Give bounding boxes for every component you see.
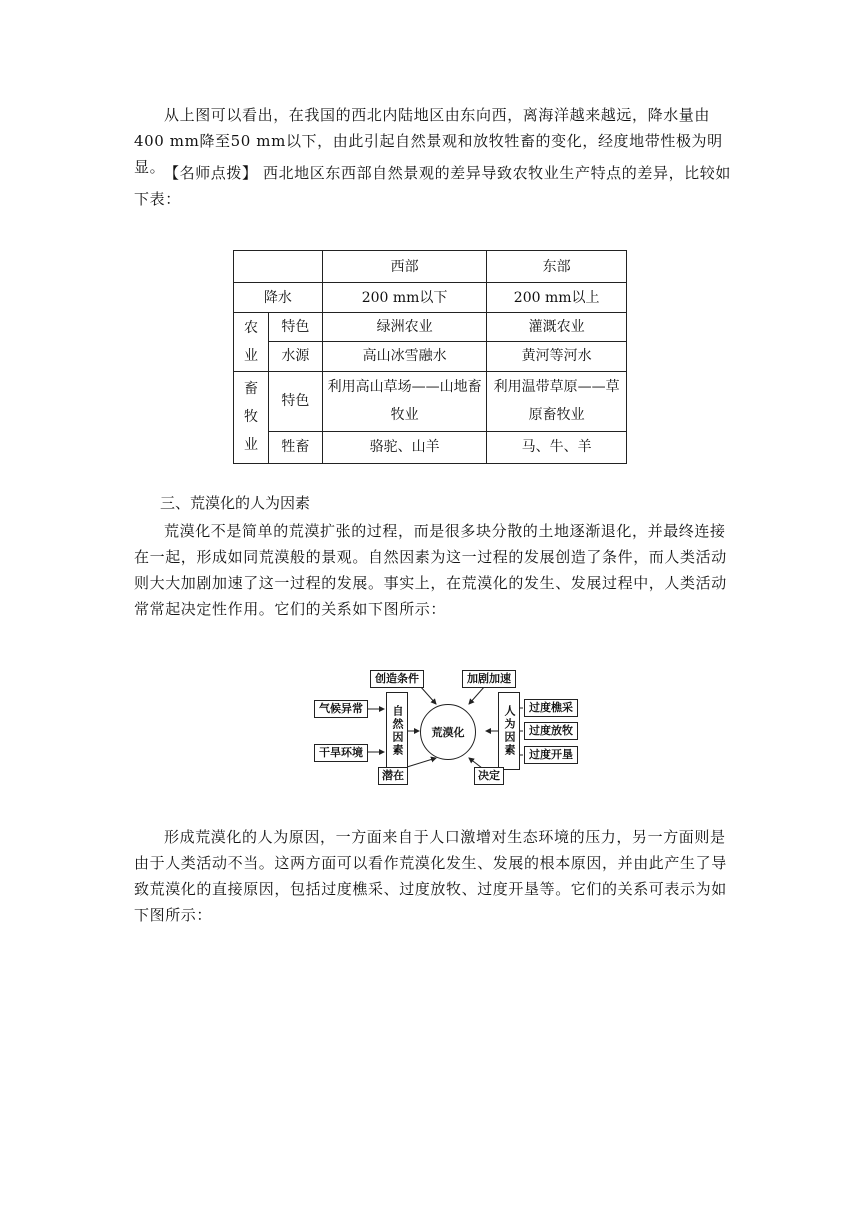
box-over-grazing: 过度放牧: [524, 722, 578, 740]
cell-pastoral-livestock-west: 骆驼、山羊: [322, 431, 487, 463]
cell-pastoral-feature-east: 利用温带草原——草原畜牧业: [487, 371, 627, 431]
box-decisive: 决定: [474, 767, 504, 785]
section-heading: 三、荒漠化的人为因素: [160, 494, 311, 512]
cell-pastoral-feature-west: 利用高山草场——山地畜牧业: [322, 371, 487, 431]
cell-precip-west: 200 mm以下: [322, 283, 487, 313]
comparison-table: [233, 250, 627, 464]
row-label-pastoral-feature: 特色: [268, 371, 322, 431]
box-human-factors: 人为因素: [498, 692, 520, 770]
arrow-latent: [407, 758, 436, 767]
header-east: 东部: [487, 251, 627, 283]
paragraph-4: 形成荒漠化的人为原因，一方面来自于人口激增对生态环境的压力，另一方面则是由于人类活动不当。这两方面可以看作荒漠化发生、发展的根本原因，并由此产生了导致荒漠化的直接原因，包括过度樵采、过度放牧、过度开垦等。它们的关系可表示为如下图所示：: [134, 828, 727, 924]
desertification-diagram: [312, 664, 602, 788]
teacher-tip-text: 西北地区东西部自然景观的差异导致农牧业生产特点的差异，比较如下表：: [134, 164, 731, 208]
header-west: 西部: [322, 251, 487, 283]
arrow-create: [420, 686, 436, 704]
paragraph-3: 荒漠化不是简单的荒漠扩张的过程，而是很多块分散的土地逐渐退化，并最终连接在一起，形成如同荒漠般的景观。自然因素为这一过程的发展创造了条件，而人类活动则大大加剧加速了这一过程的发展。事实上，在荒漠化的发生、发展过程中，人类活动常常起决定性作用。它们的关系如下图所示：: [134, 522, 727, 618]
row-label-pastoral-livestock: 牲畜: [268, 431, 322, 463]
cell-precip-east: 200 mm以上: [487, 283, 627, 313]
box-natural-factors: 自然因素: [386, 692, 408, 770]
paragraph-1: 从上图可以看出，在我国的西北内陆地区由东向西，离海洋越来越远，降水量由400 mm降至50 mm以下，由此引起自然景观和放牧牲畜的变化，经度地带性极为明显。: [134, 106, 723, 176]
box-over-logging: 过度樵采: [524, 699, 578, 717]
box-climate-anomaly: 气候异常: [314, 700, 368, 718]
box-arid-environment: 干旱环境: [314, 744, 368, 762]
box-accelerate: 加剧加速: [462, 670, 516, 688]
cell-agri-feature-east: 灌溉农业: [487, 313, 627, 342]
paragraph-2: [134, 160, 736, 212]
cell-agri-water-west: 高山冰雪融水: [322, 342, 487, 371]
box-over-cultivation: 过度开垦: [524, 746, 578, 764]
table-corner: [234, 251, 323, 283]
cell-agri-water-east: 黄河等河水: [487, 342, 627, 371]
row-label-precip: 降水: [234, 283, 323, 313]
row-group-pastoral: 畜牧业: [234, 371, 269, 463]
circle-desertification: 荒漠化: [420, 704, 476, 760]
box-latent: 潜在: [378, 767, 408, 785]
row-label-agri-feature: 特色: [268, 313, 322, 342]
row-group-agri: 农业: [234, 313, 269, 371]
teacher-tip-label: 【名师点拨】: [164, 164, 258, 182]
arrow-accelerate: [469, 686, 485, 704]
cell-agri-feature-west: 绿洲农业: [322, 313, 487, 342]
box-create-conditions: 创造条件: [370, 670, 424, 688]
cell-pastoral-livestock-east: 马、牛、羊: [487, 431, 627, 463]
row-label-agri-water: 水源: [268, 342, 322, 371]
